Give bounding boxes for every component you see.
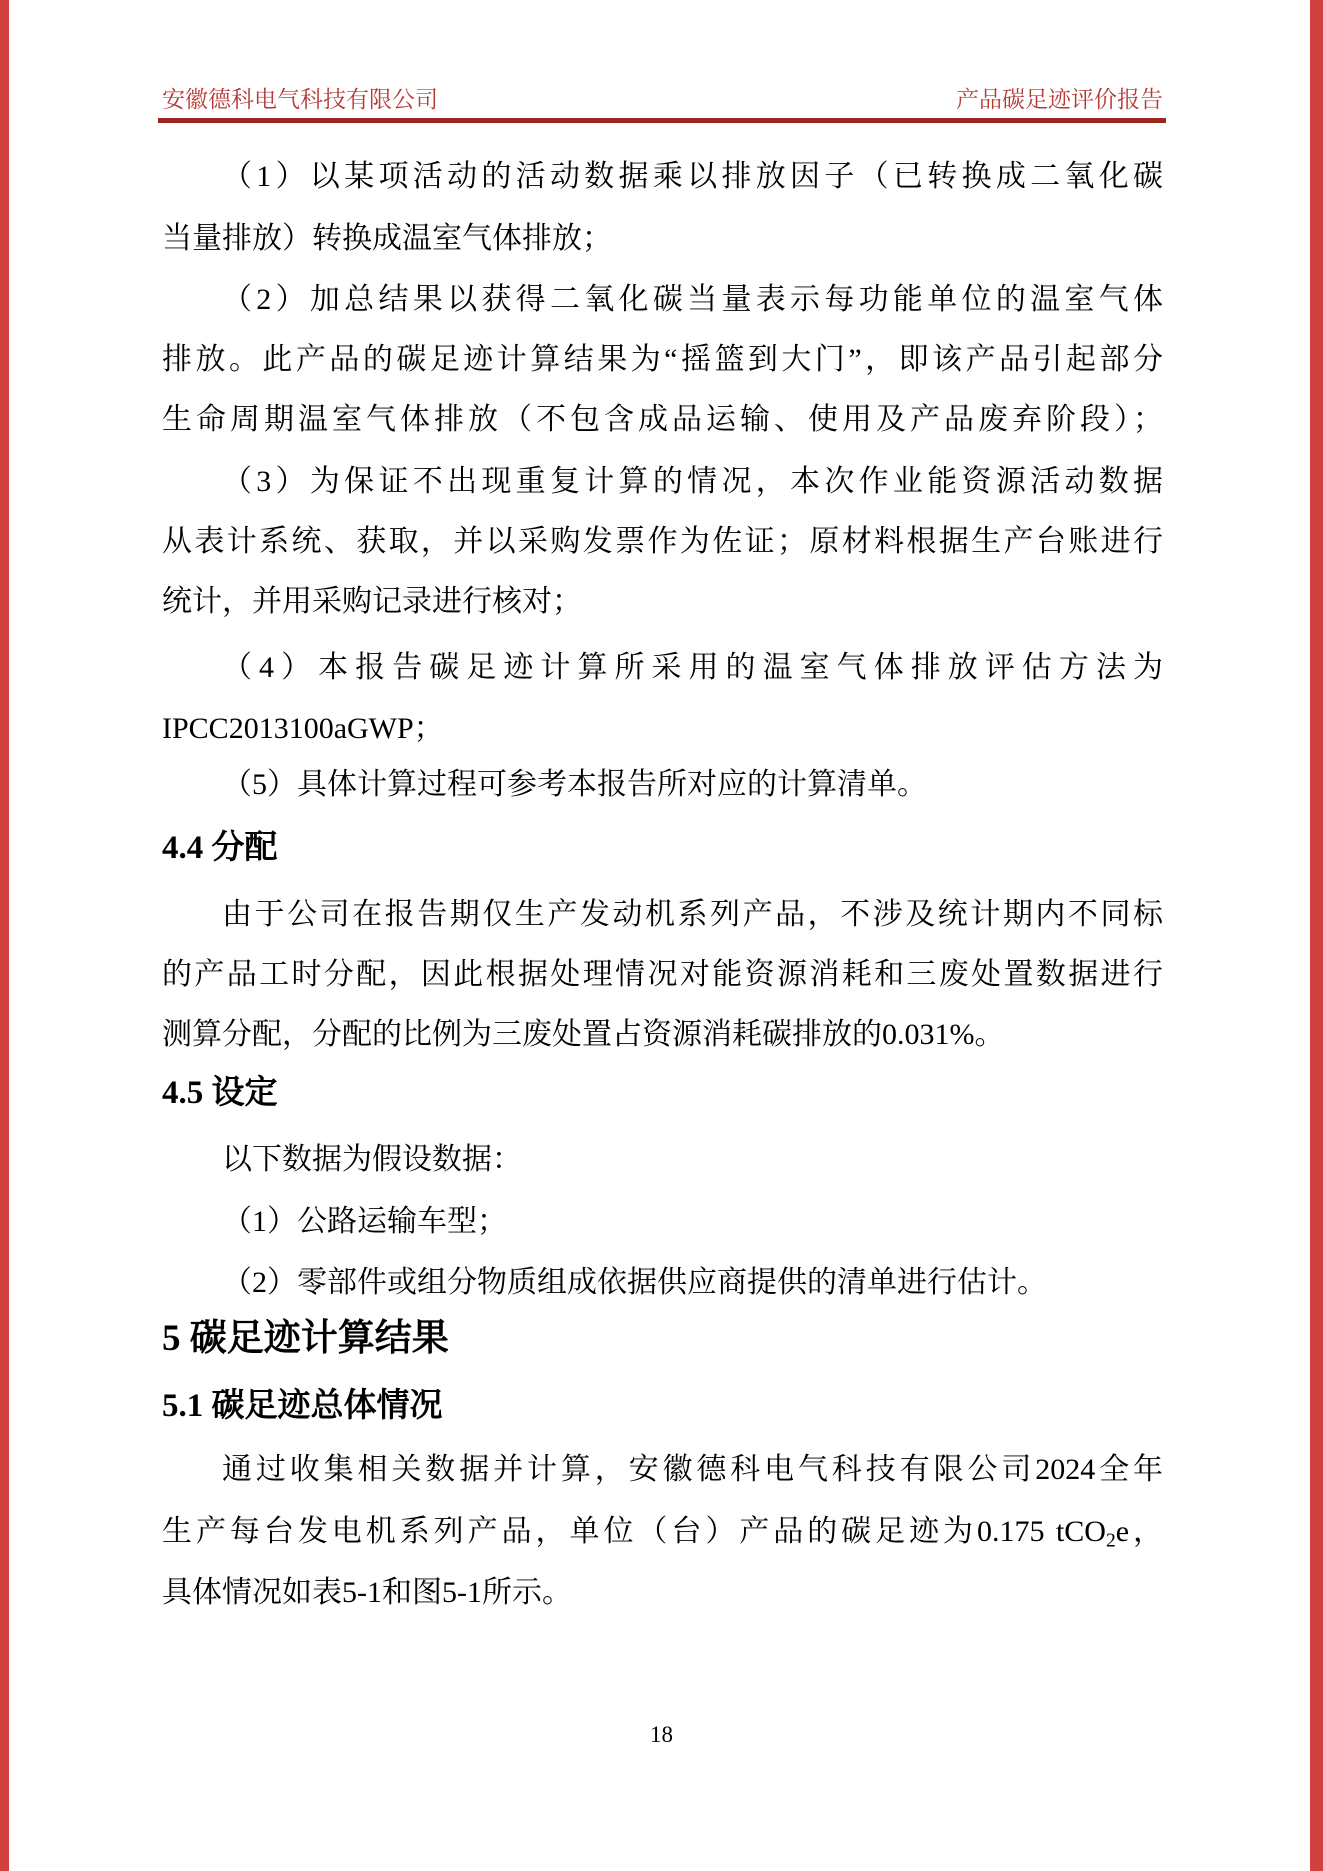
body-line: 排放。此产品的碳足迹计算结果为“摇篮到大门”，即该产品引起部分 — [162, 343, 1163, 376]
body-line: （2）零部件或组分物质组成依据供应商提供的清单进行估计。 — [222, 1266, 1047, 1299]
body-line: 由于公司在报告期仅生产发动机系列产品，不涉及统计期内不同标 — [222, 898, 1163, 931]
section-heading-5-1: 5.1 碳足迹总体情况 — [162, 1388, 443, 1424]
body-line-ipcc: IPCC2013100aGWP； — [162, 712, 444, 745]
body-line: （5）具体计算过程可参考本报告所对应的计算清单。 — [222, 768, 927, 801]
body-line: （1）以某项活动的活动数据乘以排放因子（已转换成二氧化碳 — [222, 160, 1163, 193]
page-number: 18 — [650, 1722, 673, 1747]
body-line: （1）公路运输车型； — [222, 1205, 507, 1238]
body-line-footprint-value — [162, 1513, 1163, 1559]
body-line: （2）加总结果以获得二氧化碳当量表示每功能单位的温室气体 — [222, 283, 1163, 316]
body-line: 的产品工时分配，因此根据处理情况对能资源消耗和三废处置数据进行 — [162, 958, 1163, 991]
co2-subscript: 2 — [1105, 1530, 1116, 1552]
body-line: （4）本报告碳足迹计算所采用的温室气体排放评估方法为 — [222, 651, 1163, 684]
left-red-border-bar — [0, 0, 9, 1871]
header-report-title: 产品碳足迹评价报告 — [956, 87, 1163, 112]
body-line: 统计，并用采购记录进行核对； — [162, 585, 582, 618]
body-line: 测算分配，分配的比例为三废处置占资源消耗碳排放的0.031%。 — [162, 1018, 1005, 1051]
body-line: 通过收集相关数据并计算，安徽德科电气科技有限公司2024全年 — [222, 1453, 1163, 1486]
section-heading-5: 5 碳足迹计算结果 — [162, 1318, 449, 1359]
body-line: （3）为保证不出现重复计算的情况，本次作业能资源活动数据 — [222, 465, 1163, 498]
section-heading-4-5: 4.5 设定 — [162, 1075, 278, 1111]
header-company-name: 安徽德科电气科技有限公司 — [162, 87, 438, 112]
section-heading-4-4: 4.4 分配 — [162, 830, 278, 866]
body-line: 以下数据为假设数据： — [222, 1143, 522, 1176]
right-red-border-bar — [1310, 0, 1323, 1871]
footprint-text-post: e， — [1115, 1515, 1163, 1548]
page-header — [162, 86, 1163, 113]
body-line: 生命周期温室气体排放（不包含成品运输、使用及产品废弃阶段）； — [162, 403, 1163, 436]
body-line: 从表计系统、获取，并以采购发票作为佐证；原材料根据生产台账进行 — [162, 525, 1163, 558]
body-line: 当量排放）转换成温室气体排放； — [162, 222, 612, 255]
body-line: 具体情况如表5-1和图5-1所示。 — [162, 1576, 572, 1609]
header-rule — [158, 118, 1166, 123]
footprint-text-pre: 生产每台发电机系列产品，单位（台）产品的碳足迹为0.175 tCO — [162, 1515, 1106, 1548]
